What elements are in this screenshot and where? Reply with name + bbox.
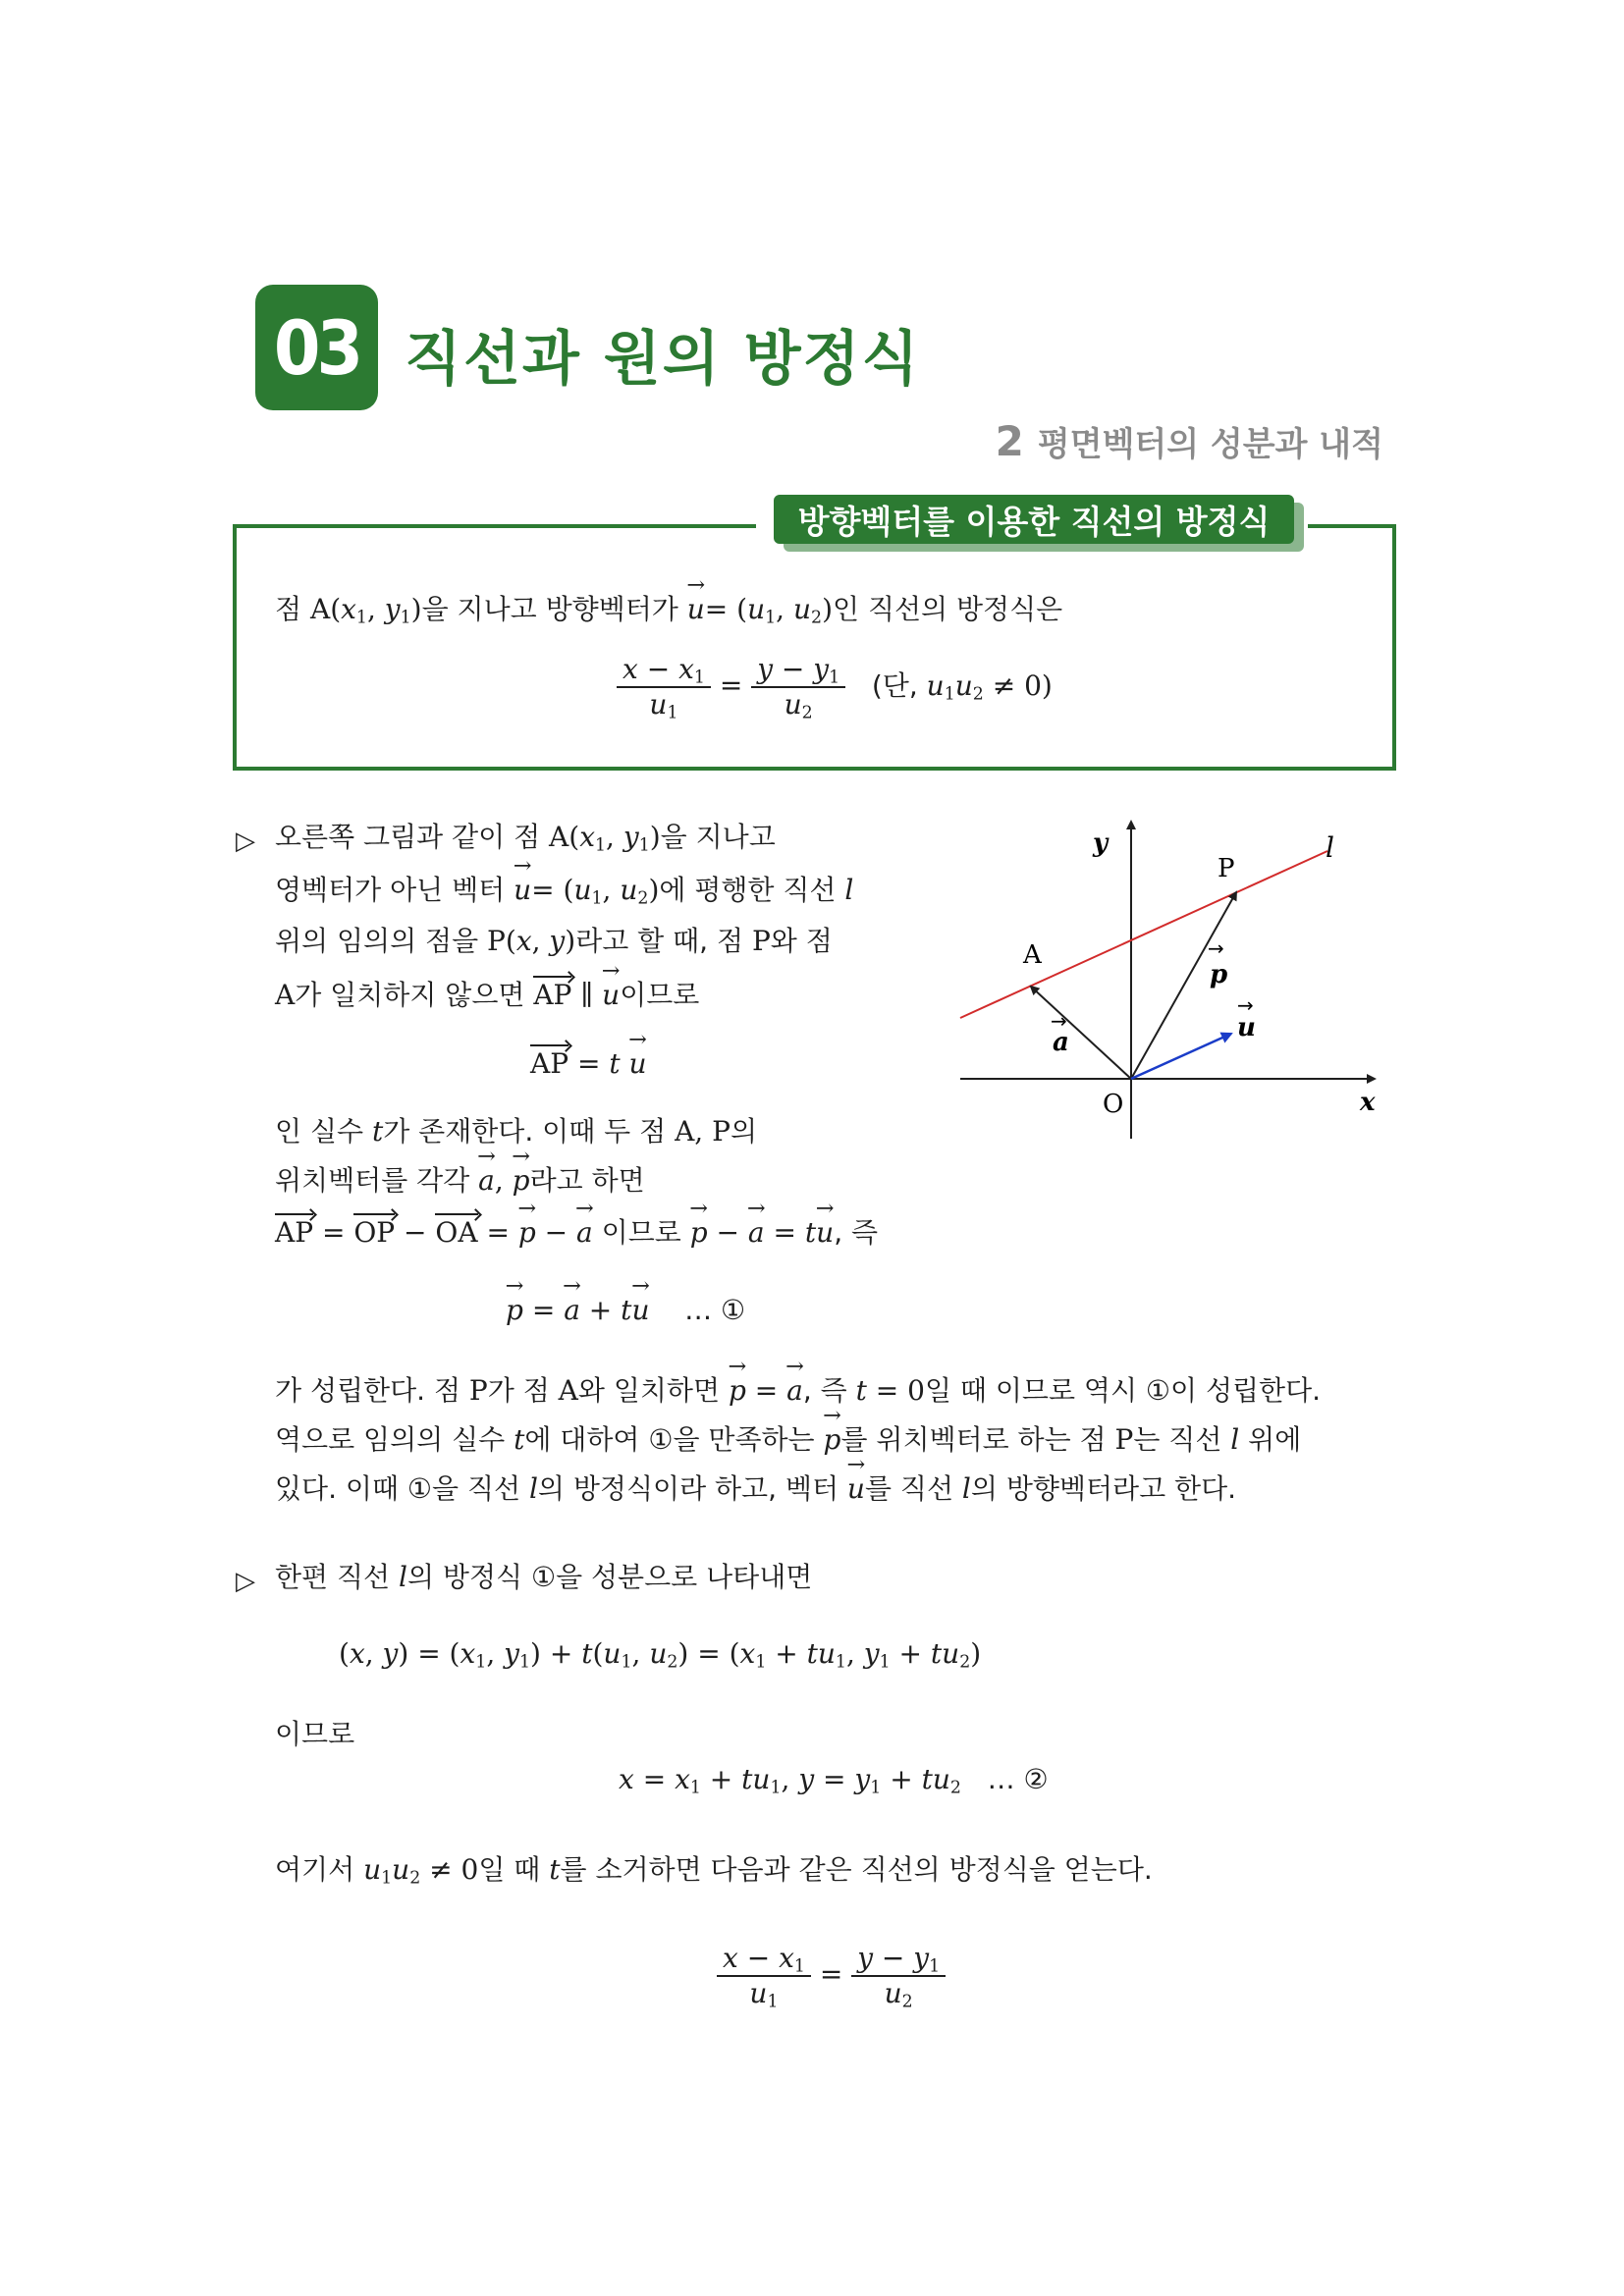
equation-2: $x = x_1 + tu_1$, $y = y_1 + tu_2$ … ② [619, 1763, 1049, 1798]
point-A-label: A [1023, 940, 1042, 970]
vector-p-arrow: → [1208, 936, 1224, 960]
vector-line-figure [943, 810, 1394, 1144]
vector-u-label: u [1237, 1013, 1256, 1042]
body-line: 한편 직선 l의 방정식 ①을 성분으로 나타내면 [275, 1561, 813, 1593]
bullet-marker: ▷ [236, 827, 255, 856]
line-l-label: l [1326, 831, 1334, 864]
section-title: 평면벡터의 성분과 내적 [1037, 425, 1383, 464]
body-line: A가 일치하지 않으면 AP ∥ → u이므로 [275, 976, 699, 1012]
y-axis-label: y [1093, 828, 1109, 858]
body-line: 위치벡터를 각각 → a, → p라고 하면 [275, 1164, 645, 1198]
component-equation: (x, $y) = (x_1$, $y_1) + t(u_1$, $u_2) = (x_1 + tu_1$, $y_1 + tu_2$) [339, 1637, 982, 1673]
definition-formula: $\frac{x - x_1}{u_1}$ = $\frac{y - y_1}{u_2}$ (단, $u_1u_2 \ne 0$) [617, 653, 1053, 721]
body-line: 역으로 임의의 실수 t에 대하여 ①을 만족하는 → p를 위치벡터로 하는 점 P는 직선 l 위에 [275, 1423, 1301, 1457]
vector-a-arrow: → [1051, 1009, 1067, 1033]
line-l [960, 851, 1327, 1018]
definition-title: 방향벡터를 이용한 직선의 방정식 [774, 495, 1294, 544]
vector-a [1031, 987, 1131, 1079]
definition-condition: (단, $u_1u_2 \ne 0$) [871, 668, 1053, 704]
point-P-label: P [1218, 854, 1235, 883]
bullet-marker: ▷ [236, 1567, 255, 1596]
equation-1: → p = → a + t→ u … ① [506, 1294, 745, 1327]
section-label [996, 417, 1383, 465]
body-line: 위의 임의의 점을 P(x, y)라고 할 때, 점 P와 점 [275, 925, 833, 957]
equation-ap-tu: AP = t → u [530, 1044, 647, 1081]
body-line: 가 성립한다. 점 P가 점 A와 일치하면 → p = → a, 즉 t = 0일 때 이므로 역시 ①이 성립한다. [275, 1374, 1321, 1408]
definition-statement: 점 $A(x_1$, $y_1$)을 지나고 방향벡터가 → $u= (u_1$, $u_2$)인 직선의 방정식은 [275, 593, 1062, 626]
vector-u [1131, 1034, 1231, 1079]
vector-u-arrow: → [1237, 993, 1254, 1017]
body-line: 여기서 $u_1u_2 \ne 0$일 때 t를 소거하면 다음과 같은 직선의 방정식을 얻는다. [275, 1853, 1153, 1889]
origin-label: O [1103, 1090, 1124, 1119]
body-line: 영벡터가 아닌 벡터 → $u= (u_1$, $u_2$)에 평행한 직선 l [275, 874, 853, 907]
chapter-number-badge: 03 [255, 285, 378, 410]
body-line: 이므로 [275, 1718, 355, 1750]
body-line: 오른쪽 그림과 같이 점 $A(x_1$, $y_1$)을 지나고 [275, 821, 776, 856]
definition-box [233, 524, 1396, 771]
body-line: 인 실수 t가 존재한다. 이때 두 점 A, P의 [275, 1115, 757, 1148]
chapter-title: 직선과 원의 방정식 [405, 325, 921, 394]
x-axis-label: x [1360, 1088, 1376, 1117]
body-line: 있다. 이때 ①을 직선 l의 방정식이라 하고, 벡터 → u를 직선 l의 방향벡터라고 한다. [275, 1472, 1236, 1506]
vector-p-label: p [1210, 960, 1228, 989]
vector-a-label: a [1053, 1028, 1069, 1057]
section-number: 2 [995, 417, 1024, 465]
final-formula: $\frac{x - x_1}{u_1}$ = $\frac{y - y_1}{u_2}$ [717, 1942, 946, 2009]
body-line: AP = OP − OA = → p − → a 이므로 → p − → a = t→ u, 즉 [275, 1213, 878, 1250]
